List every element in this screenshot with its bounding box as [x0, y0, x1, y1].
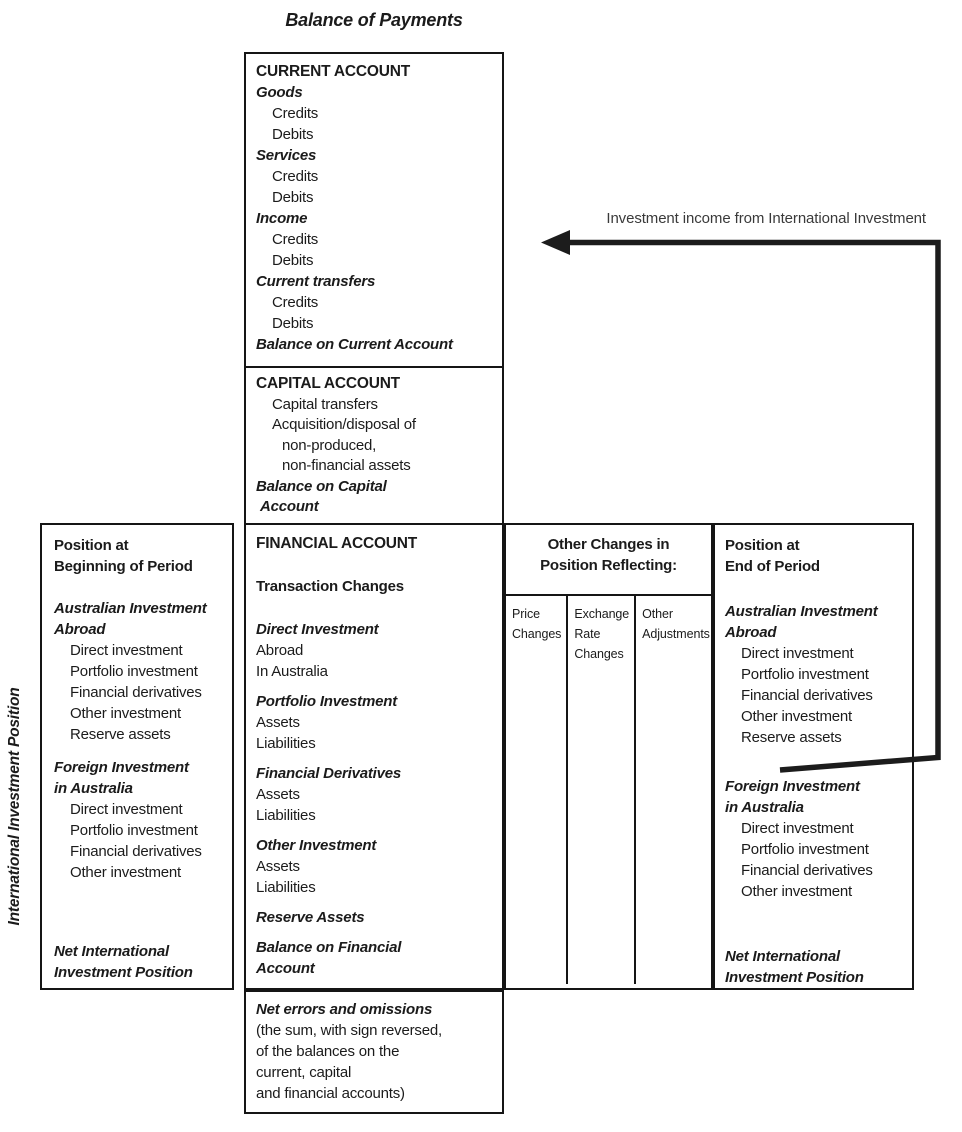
end-foreign-investment: [725, 776, 902, 902]
iip-vertical-label: International Investment Position: [6, 687, 23, 926]
begin-net-iip: Net International Investment Position: [54, 943, 193, 981]
other-adjustments-column: Other Adjustments: [642, 607, 710, 641]
begin-aia-other: Other investment: [70, 705, 182, 722]
net-errors-heading: Net errors and omissions: [256, 1001, 433, 1018]
position-beginning-box: [40, 523, 234, 990]
financial-account-box: [244, 523, 504, 990]
end-aia-reserve: Reserve assets: [741, 729, 842, 746]
services-label: Services: [256, 147, 317, 164]
investment-income-arrow-label: Investment income from International Investment: [606, 210, 926, 227]
begin-aia-label: Australian Investment Abroad: [54, 600, 207, 638]
income-debits: Debits: [272, 252, 314, 269]
diagram-title: Balance of Payments: [285, 10, 463, 30]
exchange-rate-changes-column: Exchange Rate Changes: [568, 596, 636, 984]
end-fia-label: Foreign Investment in Australia: [725, 778, 860, 816]
portfolio-investment-label: Portfolio Investment: [256, 693, 398, 710]
other-changes-heading: Other Changes in Position Reflecting:: [506, 525, 711, 596]
portfolio-assets: Assets: [256, 714, 300, 731]
current-transfers-credits: Credits: [272, 294, 319, 311]
income-label: Income: [256, 210, 308, 227]
services-credits: Credits: [272, 168, 319, 185]
net-errors-box: [244, 990, 504, 1114]
begin-aia-reserve: Reserve assets: [70, 726, 171, 743]
begin-australian-investment-abroad: [54, 598, 220, 745]
net-errors-note: (the sum, with sign reversed, of the balances on the current, capital and financial accounts): [256, 1022, 442, 1102]
group-services: [256, 145, 492, 208]
balance-on-current-account: Balance on Current Account: [256, 336, 453, 353]
end-net-iip: Net International Investment Position: [725, 948, 864, 986]
non-financial-assets-line: non-financial assets: [282, 457, 411, 474]
begin-fia-derivatives: Financial derivatives: [70, 843, 202, 860]
capital-account-box: [244, 366, 504, 525]
other-liabilities: Liabilities: [256, 879, 316, 896]
current-transfers-debits: Debits: [272, 315, 314, 332]
group-current-transfers: [256, 271, 492, 334]
position-end-heading: Position at End of Period: [725, 537, 820, 575]
begin-aia-derivatives: Financial derivatives: [70, 684, 202, 701]
reserve-assets-label: Reserve Assets: [256, 909, 365, 926]
end-aia-direct: Direct investment: [741, 645, 854, 662]
non-produced-line: non-produced,: [282, 436, 377, 454]
other-changes-box: [504, 523, 713, 990]
direct-in-australia: In Australia: [256, 663, 328, 680]
begin-fia-label: Foreign Investment in Australia: [54, 759, 189, 797]
end-fia-derivatives: Financial derivatives: [741, 862, 873, 879]
financial-derivatives-label: Financial Derivatives: [256, 765, 402, 782]
group-portfolio-investment: [256, 691, 492, 754]
begin-aia-portfolio: Portfolio investment: [70, 663, 198, 680]
group-goods: [256, 82, 492, 145]
derivatives-assets: Assets: [256, 786, 300, 803]
group-financial-derivatives: [256, 763, 492, 826]
services-debits: Debits: [272, 189, 314, 206]
price-changes-column: Price Changes: [506, 596, 568, 984]
end-aia-other: Other investment: [741, 708, 853, 725]
capital-account-heading: CAPITAL ACCOUNT: [256, 375, 400, 392]
goods-credits: Credits: [272, 105, 319, 122]
end-aia-derivatives: Financial derivatives: [741, 687, 873, 704]
transaction-changes-subheading: Transaction Changes: [256, 578, 404, 595]
direct-abroad: Abroad: [256, 642, 304, 659]
begin-fia-direct: Direct investment: [70, 801, 183, 818]
balance-on-capital-account: Balance on Capital Account: [256, 477, 387, 515]
acquisition-disposal-line: Acquisition/disposal of: [272, 416, 416, 433]
begin-aia-direct: Direct investment: [70, 642, 183, 659]
balance-on-financial-account: Balance on Financial Account: [256, 939, 402, 977]
other-changes-columns: [506, 596, 711, 984]
begin-fia-other: Other investment: [70, 864, 182, 881]
group-direct-investment: [256, 619, 492, 682]
end-aia-label: Australian Investment Abroad: [725, 603, 878, 641]
direct-investment-label: Direct Investment: [256, 621, 379, 638]
other-assets: Assets: [256, 858, 300, 875]
position-end-box: [713, 523, 914, 990]
group-income: [256, 208, 492, 271]
derivatives-liabilities: Liabilities: [256, 807, 316, 824]
goods-label: Goods: [256, 84, 303, 101]
end-fia-other: Other investment: [741, 883, 853, 900]
capital-transfers: Capital transfers: [272, 395, 378, 413]
goods-debits: Debits: [272, 126, 314, 143]
investment-income-arrowhead-icon: [541, 230, 570, 255]
current-account-box: [244, 52, 504, 368]
end-fia-direct: Direct investment: [741, 820, 854, 837]
end-fia-portfolio: Portfolio investment: [741, 841, 869, 858]
portfolio-liabilities: Liabilities: [256, 735, 316, 752]
position-beginning-heading: Position at Beginning of Period: [54, 537, 193, 575]
financial-account-heading: FINANCIAL ACCOUNT: [256, 535, 418, 552]
current-account-heading: CURRENT ACCOUNT: [256, 63, 410, 80]
begin-fia-portfolio: Portfolio investment: [70, 822, 198, 839]
end-australian-investment-abroad: [725, 601, 902, 748]
current-transfers-label: Current transfers: [256, 273, 376, 290]
income-credits: Credits: [272, 231, 319, 248]
begin-foreign-investment: [54, 757, 220, 883]
end-aia-portfolio: Portfolio investment: [741, 666, 869, 683]
group-other-investment: [256, 835, 492, 898]
other-investment-label: Other Investment: [256, 837, 377, 854]
